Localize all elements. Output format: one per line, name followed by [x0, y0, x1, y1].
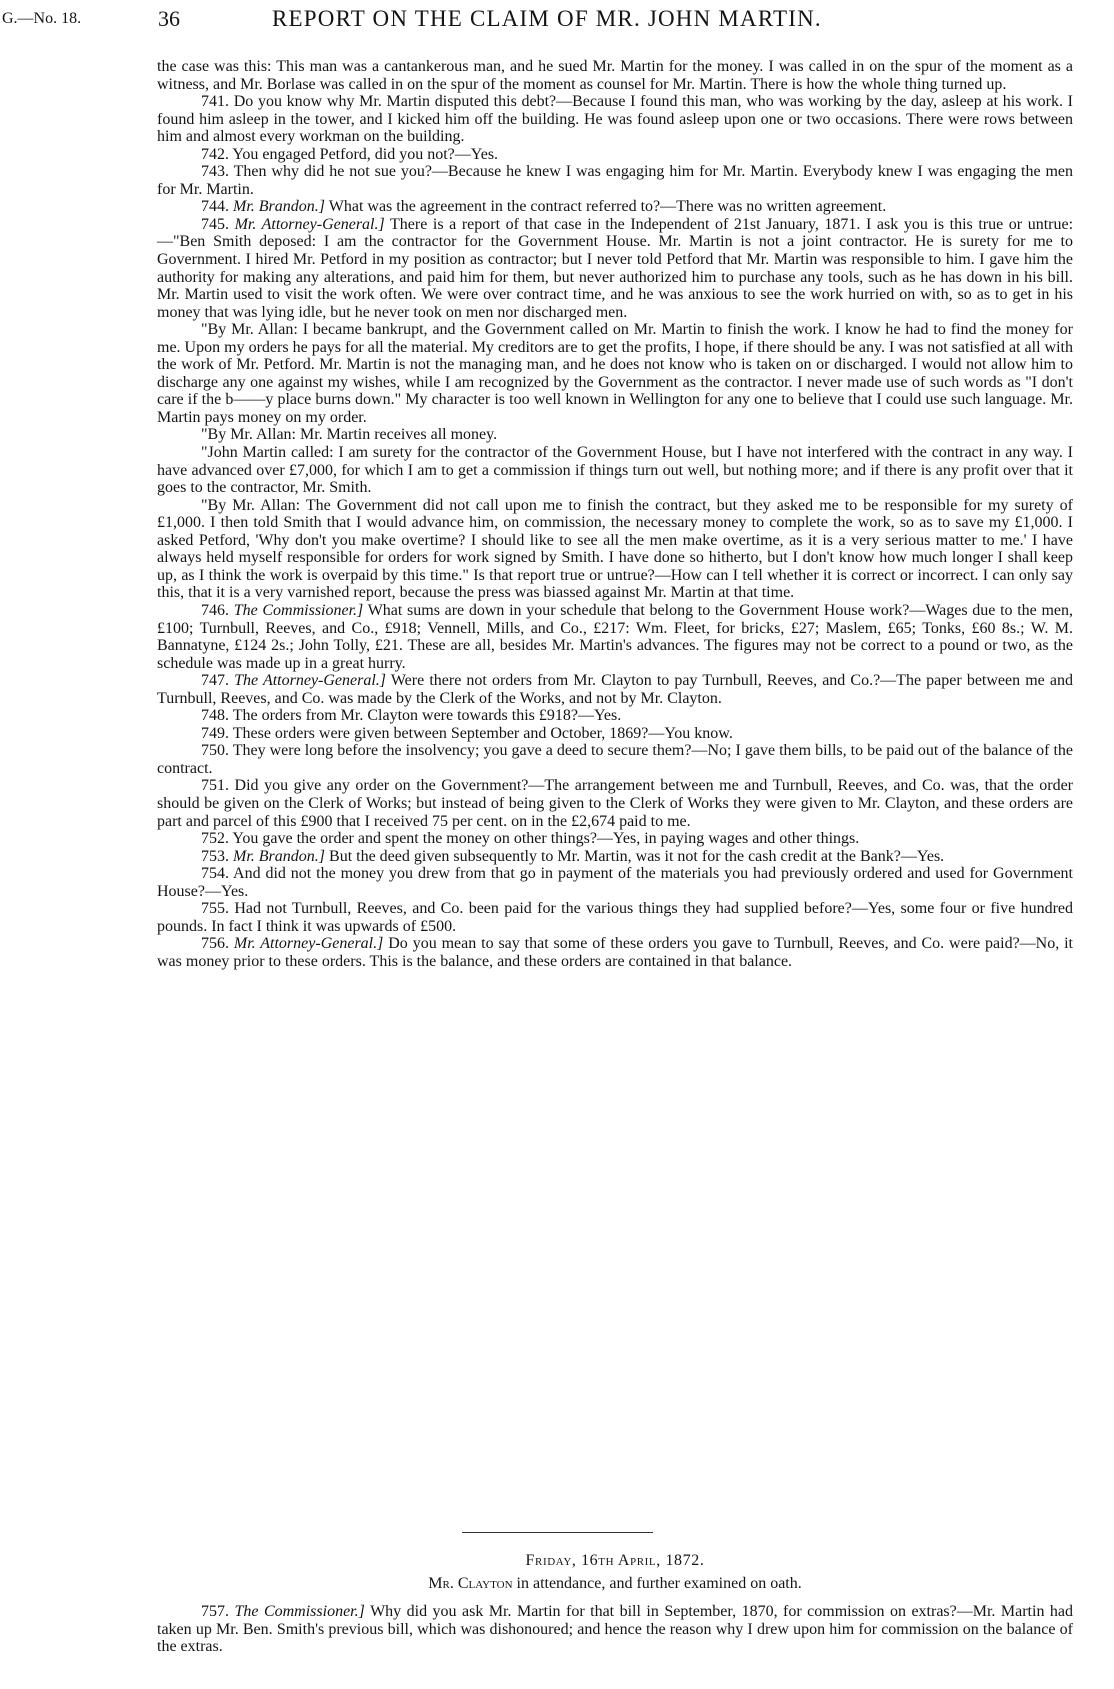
- question-paragraph: [157, 900, 1073, 935]
- question-paragraph: [157, 865, 1073, 900]
- paragraph-text: 752. You gave the order and spent the money on other things?—Yes, in paying wages and other things.: [201, 830, 860, 848]
- question-paragraph: [157, 707, 1073, 725]
- question-number: 744.: [201, 198, 229, 216]
- evidence-body: [157, 58, 1073, 970]
- question-number: 747.: [201, 672, 229, 690]
- paragraph-text: There is a report of that case in the Independent of 21st January, 1871. I ask you is this true or untrue:—"Ben Smith deposed: I am the contractor for the Government House. Mr. Martin is not a joint contractor. He is surety for me to Government. I hired Mr. Petford in my position as contractor; but I never told Petford that Mr. Martin was responsible to him. I gave him the authority for making any alterations, and paid him for them, but never authorized him to purchase any tools, such as he has down in his bill. Mr. Martin used to visit the work often. We were over contract time, and he was anxious to see the work hurried on with, so as to get in his money that was lying idle, but he never took on men nor discharged men.: [157, 215, 1074, 321]
- paragraph-text: Why did you ask Mr. Martin for that bill in September, 1870, for commission on extras?—Mr. Martin had taken up Mr. Ben. Smith's previous bill, which was dishonoured; and hence the reason why I drew upon him for commission on the balance of the extras.: [157, 1603, 1074, 1656]
- speaker: The Commissioner.]: [233, 601, 364, 619]
- question-paragraph: [157, 163, 1073, 198]
- paper-code: G.—No. 18.: [2, 10, 82, 27]
- question-paragraph: [157, 602, 1073, 672]
- paragraph-text: "John Martin called: I am surety for the contractor of the Government House, but I have not interfered with the contract in any way. I have advanced over £7,000, for which I am to get a commission if things turn out well, but nothing more; and if there is any profit over that it goes to the contractor, Mr. Smith.: [157, 444, 1073, 497]
- page-header: [0, 4, 1114, 32]
- paragraph-text: 755. Had not Turnbull, Reeves, and Co. been paid for the various things they had supplied before?—Yes, some four or five hundred pounds. In fact I think it was upwards of £500.: [157, 900, 1073, 935]
- speaker: The Attorney-General.]: [234, 672, 387, 690]
- speaker: Mr. Attorney-General.]: [233, 935, 384, 953]
- section-divider: [462, 1532, 653, 1533]
- paragraph-text: 751. Did you give any order on the Government?—The arrangement between me and Turnbull, Reeves, and Co. was, that the order should be given on the Clerk of Works; but instead of being given to the Clerk of Works they were given to Mr. Clayton, and these orders are part and parcel of this £900 that I received 75 per cent. on in the £2,674 paid to me.: [157, 777, 1073, 830]
- question-paragraph: [157, 725, 1073, 743]
- question-paragraph: [157, 742, 1073, 777]
- question-number: 746.: [201, 601, 229, 619]
- witness-name: Mr. Clayton: [428, 1575, 513, 1592]
- question-number: 753.: [201, 847, 229, 865]
- question-number: 757.: [201, 1603, 229, 1620]
- question-paragraph: [157, 198, 1073, 216]
- attendance-text: in attendance, and further examined on oath.: [516, 1575, 802, 1592]
- speaker: The Commissioner.]: [234, 1603, 365, 1620]
- session-date: Friday, 16th April, 1872.: [525, 1552, 705, 1569]
- paragraph-text: "By Mr. Allan: I became bankrupt, and the Government called on Mr. Martin to finish the work. I know he had to find the money for me. Upon my orders he pays for all the material. My creditors are to get the profits, I hope, if there should be any. I was not satisfied at all with the work of Mr. Petford. Mr. Martin is not the managing man, and he does not know who is taken on or discharged. I would not allow him to discharge any one against my wishes, while I am recognized by the Government as the contractor. I never made use of such words as "I don't care if the b——y place burns down." My character is too well known in Wellington for any one to believe that I could use such language. Mr. Martin pays money on my order.: [157, 321, 1073, 426]
- speaker: Mr. Brandon.]: [233, 847, 326, 865]
- question-paragraph: [157, 935, 1073, 970]
- paragraph-text: "By Mr. Allan: Mr. Martin receives all money.: [201, 426, 498, 444]
- question-number: 745.: [201, 215, 229, 233]
- paragraph-text: 750. They were long before the insolvency; you gave a deed to secure them?—No; I gave them bills, to be paid out of the balance of the contract.: [157, 742, 1073, 777]
- paragraph-text: 741. Do you know why Mr. Martin disputed this debt?—Because I found this man, who was working by the day, asleep at his work. I found him asleep in the tower, and I kicked him off the building. He was found asleep upon one or two occasions. There were rows between him and almost every workman on the building.: [157, 93, 1073, 146]
- paragraph-text: 754. And did not the money you drew from that go in payment of the materials you had previously ordered and used for Government House?—Yes.: [157, 865, 1073, 900]
- running-title: REPORT ON THE CLAIM OF MR. JOHN MARTIN.: [272, 6, 822, 31]
- question-paragraph: [157, 146, 1073, 164]
- question-paragraph: [157, 321, 1073, 426]
- speaker: Mr. Brandon.]: [233, 198, 326, 216]
- question-paragraph: [157, 216, 1073, 321]
- question-paragraph: [157, 672, 1073, 707]
- question-paragraph: [157, 777, 1073, 830]
- paragraph-text: 749. These orders were given between September and October, 1869?—You know.: [201, 724, 733, 742]
- question-number: 756.: [201, 935, 229, 953]
- paragraph-text: "By Mr. Allan: The Government did not call upon me to finish the contract, but they asked me to be responsible for my surety of £1,000. I then told Smith that I would advance him, on commission, the necessary money to complete the work, so as to save my £1,000. I asked Petford, 'Why don't you make overtime? I should like to see all the men make overtime, as it is a very serious matter to me.' I have always held myself responsible for orders for work signed by Smith. I have done so hitherto, but I don't know how much longer I shall keep up, as I think the work is overpaid by this time." Is that report true or untrue?—How can I tell whether it is correct or incorrect. I can only say this, that it is a very varnished report, because the press was biassed against Mr. Martin at that time.: [157, 496, 1073, 602]
- question-paragraph: [157, 1603, 1073, 1656]
- paragraph-text: 742. You engaged Petford, did you not?—Yes.: [201, 145, 499, 163]
- paragraph-text: the case was this: This man was a cantankerous man, and he sued Mr. Martin for the money. I was called in on the spur of the moment as a witness, and Mr. Borlase was called in on the spur of the moment as counsel for Mr. Martin. There is how the whole thing turned up.: [157, 58, 1073, 93]
- question-paragraph: [157, 848, 1073, 866]
- paragraph-text: Do you mean to say that some of these orders you gave to Turnbull, Reeves, and Co. were paid?—No, it was money prior to these orders. This is the balance, and these orders are contained in that balance.: [157, 935, 1074, 970]
- question-paragraph: [157, 497, 1073, 602]
- paragraph-text: What was the agreement in the contract referred to?—There was no written agreement.: [328, 198, 887, 216]
- paragraph-text: 748. The orders from Mr. Clayton were towards this £918?—Yes.: [201, 707, 622, 725]
- speaker: Mr. Attorney-General.]: [234, 215, 385, 233]
- paragraph-text: Were there not orders from Mr. Clayton to pay Turnbull, Reeves, and Co.?—The paper between me and Turnbull, Reeves, and Co. was made by the Clerk of the Works, and not by Mr. Clayton.: [157, 672, 1073, 707]
- question-paragraph: [157, 444, 1073, 497]
- question-paragraph: [157, 830, 1073, 848]
- paragraph-text: 743. Then why did he not sue you?—Because he knew I was engaging him for Mr. Martin. Everybody knew I was engaging the men for Mr. Martin.: [157, 163, 1073, 198]
- paragraph-text: But the deed given subsequently to Mr. Martin, was it not for the cash credit at the Bank?—Yes.: [329, 847, 945, 865]
- question-paragraph: [157, 426, 1073, 444]
- paragraph-text: What sums are down in your schedule that belong to the Government House work?—Wages due to the men, £100; Turnbull, Reeves, and Co., £918; Vennell, Mills, and Co., £217: Wm. Fleet, for bricks, £27; Maslem, £65; Tonks, £60 8s.; W. M. Bannatyne, £124 2s.; John Tolly, £21. These are all, besides Mr. Martin's advances. The figures may not be correct to a pound or two, as the schedule was made up in a great hurry.: [157, 601, 1073, 672]
- question-paragraph: [157, 58, 1073, 93]
- question-paragraph: [157, 93, 1073, 146]
- page-number: 36: [158, 6, 180, 31]
- attendance-line: [157, 1575, 1073, 1593]
- evidence-tail: [157, 1603, 1073, 1656]
